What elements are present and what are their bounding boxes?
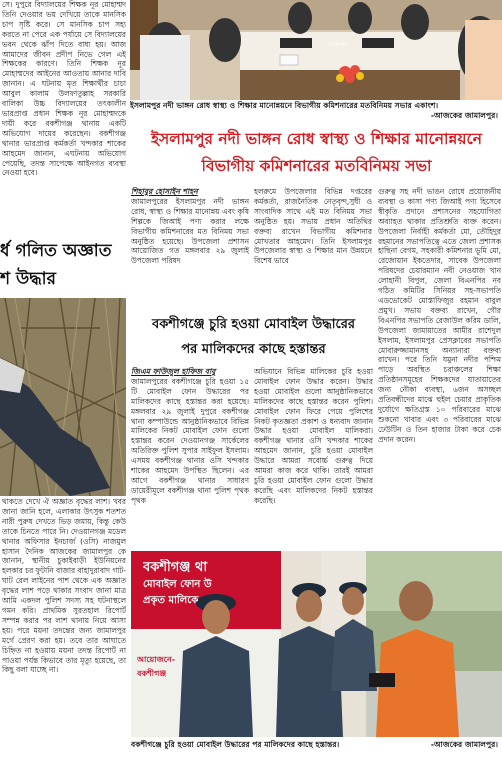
top-photo-placard: জামালপুর (326, 42, 348, 48)
side-photo-scene (0, 298, 126, 496)
top-left-text-column (2, 0, 126, 236)
side-headline-line2: শ উদ্ধার (0, 269, 56, 289)
main-story-col2-text: হলরুমে উপজেলার বিভিন্ন দপ্তরের কর্মকর্তা, রাজনৈতিক নেতৃবৃন্দ,সুধী ও সাংবাদিক সাথে এই মত বিনিময় সভা অনুষ্ঠিত হয়। সভায় প্রধান অতিথির বক্তব্য রাখেন বিভাগীয় কমিশনার মোখতার আহমেদ। তিনি ইসলামপুর উপজেলার স্বাস্থ্য ও শিক্ষার মান উন্নয়নে বিশেষ ভাবে (254, 187, 372, 266)
main-story-col2 (254, 187, 372, 307)
bottom-photo (131, 551, 502, 737)
top-photo (130, 0, 502, 100)
banner-bottom-line1: আয়োজনে- (137, 655, 176, 664)
bottom-photo-caption-bar (131, 739, 502, 759)
second-story-col2 (254, 367, 373, 549)
banner-bottom-line2: বকশীগঞ্জ (137, 669, 167, 678)
second-headline-line2: পর মালিকদের কাছে হস্তান্তর (181, 342, 326, 357)
top-left-text: সে। দুপুরে বিদ্যালয়ের শিক্ষক নূর মোহাম্মদ তিনি দেওয়ার ভয় দেখিয়ে তাকে মানসিক চাপ সৃষ্টি করে। সে মানসিক চাপ সহ্য করতে না পেরে এক পর্যায়ে সে বিদ্যালয়ের ভবন থেকে ঝাঁপ দিতে বাধ্য হয়। আজ আমাদের জীবন প্রদীপ নিভে গেল এই শিক্ষকের কারণে। তিনি শিক্ষক নূর মোহাম্মদের আইনের আওতায় আনার দাবি জানান। এ ঘটনায় মৃত শিক্ষার্থীর চাচা আবুল কালাম উলফাতুল্লাহ সরকারি বালিকা উচ্চ বিদ্যালয়ের তৎকালীন ভারপ্রাপ্ত প্রধান শিক্ষক নূর মোহাম্মদকে দায়ী করে বকশীগঞ্জ থানায় একটি অভিযোগ দায়ের করেছেন। বকশীগঞ্জ থানার ভারপ্রাপ্ত কর্মকর্তা খন্দকার শাকের আহমেদ জানান, এঘটনায় অভিযোগ পেয়েছি, তদন্ত সাপেক্ষে আইনগত ব্যবস্থা নেওয়া হবে। (2, 0, 126, 178)
side-headline-line1: র্ধ গলিত অজ্ঞাত (0, 241, 112, 261)
main-story-col1 (131, 187, 249, 307)
main-story-col3 (378, 187, 501, 549)
side-photo (0, 298, 126, 496)
second-story-col1 (131, 367, 249, 549)
side-story-headline (0, 237, 128, 297)
main-headline-line2: বিভাগীয় কমিশনারের মতবিনিময় সভা (201, 157, 432, 175)
second-headline (131, 312, 376, 364)
main-headline-line1: ইসলামপুর নদী ভাঙ্গন রোধ স্বাস্থ্য ও শিক্ষার মানোন্নয়নে (151, 130, 482, 148)
side-story-text: থাকতে দেখে ঐ অজ্ঞাত বৃদ্ধের লাশ। খবর জানা জানি হলে, এলাকার উৎসুক শতশত নারী পুরুষ দেখতে ভিড় জমায়, কিন্তু কেউ তাকে চিনতে পারে নি। দেওয়ানগঞ্জ মডেল থানার অফিসার ইনচার্জ (ওসি) নাজমুল হাসান দৈনিক আজকের জামালপুর কে জানান, স্থানীয় চুকাইবাড়ী ইউনিয়নের হলকার চর ফুটানি বাজার বাহাদুরাবাদ গাট-ঘাট রেল লাইনের পাশ থেকে এক অজ্ঞাত বৃদ্ধের লাশ পড়ে থাকার সংবাদ জানা মাত্র আমি একদল পুলিশ সদস্য সহ ঘটনাস্থলে গমন করি। প্রাথমিক সুরতহাল রিপোর্ট সম্পন্ন করার পর লাশ থানায় নিয়ে আসা হয়। পরে ময়না তদন্তের জন্য জামালপুর মর্গে প্রেরণ করা হয়। তবে তার আঘাতে চিহ্নিত না হওয়ায় ময়না তদন্ত রিপোর্ট না পাওয়া পর্যন্ত কিভাবে তার মৃত্যু হয়েছে, তা কিছু বলা যাচ্ছে না। (2, 497, 126, 675)
main-story-col1-text: জামালপুরের ইসলামপুর নদী ভাঙ্গন রোধ, স্বাস্থ্য ও শিক্ষার মানোন্নয় এবং কৃষি শিল্পকে জিআই পণ্য করার লক্ষে বিভাগীয় কমিশনারের মত বিনিময় সভা অনুষ্ঠিত হয়েছে। উপজেলা প্রশাসন আয়োজিত গত মঙ্গলবার ২৯ জুলাই উপজেলা পরিষদ (131, 196, 249, 266)
top-photo-credit: -আজকের জামালপুর। (430, 111, 498, 120)
second-story-col2-text: অভিযানে বিভিন্ন মালিকের চুরি হওয়া মোবাইল ফোন উদ্ধার করেন। উদ্ধার হওয়া মোবাইল গুলো আনুষ্ঠানিকভাবে মালিকদের কাছে হস্তান্তর করেন পুলিশ। মোবাইল ফোন ফিরে পেয়ে পুলিশের নিকট কৃতজ্ঞতা প্রকাশ ও ধন্যবাদ জানান উদ্ধার হওয়া মোবাইল মালিকরা। বকশীগঞ্জ থানার ওসি খন্দকার শাকের আহমেদ জানান, চুরি হওয়া মোবাইল উদ্ধারে আমরা সবোর্চ্চ গুরুত্ব দিয়ে আমরা কাজ করে থাকি। তারই আমরা চুরি হওয়া মোবাইল ফোন গুলো উদ্ধার করেছি এবং মালিকদের নিকট হস্তান্তর করেছি। (254, 367, 373, 505)
top-photo-scene (130, 0, 502, 100)
side-story-text-column (2, 497, 126, 759)
main-story-col3-text: গুরুত্ব সহ নদী ভাঙন রোধে প্রয়োজনীয় ব্যবস্থা ও কাসা পণ্য জিআই পণ্য হিসেবে স্বীকৃতি প্রদানে প্রশাসনের সহযোগিতা অব্যাহত থাকার প্রতিশ্রুতি ব্যক্ত করেন। উপজেলা নির্বাহী কর্মকর্তা মো, তৌহিদুর রহমানের সভাপতিত্বে এতে জেলা প্রশাসক হাছিনা বেগম, সহকারী কমিশনার ভূমি মো, রেজোয়ান ইকতেদার, সাবেক উপজেলা পরিষদের চেয়ারম্যান নবী নেওয়াজ খান লোহানী বিপুল, জেলা বিএনপির নব গঠিত কমিটির সিনিয়র সহ-সভাপতি এডভোকেট মোস্তাফিজুর রহমান বাবুল প্রমুখ। সভায় বক্তব্য রাখেন, গৌর বিএনপির সভাপতি রেজাউল করিম ডালি, উপজেলা জামায়াতের আমীর রাশেদুল ইসলাম, ইসলামপুর প্রেসক্লাবের সভাপতি মোবারুজ্জামানসহ অন্যান্যরা বক্তব্য রাখেন। পরে তিনি যমুনা নদীর পশ্চিম পাড়ে অবস্থিত চরাঞ্চলের শিক্ষা প্রতিষ্ঠানসমূহের শিক্ষকদের যাতায়াতের জন্য নৌকা ব্যবস্থা, ৬জন অসচ্ছল প্রতিবন্ধীদের মাঝে হুইল চেয়ার প্রাকৃতিক দুর্যোগে ক্ষতিগ্রস্ত ১০ পরিবারের মাঝে শুকনো খাবার এবং ৩ পরিবারের মাঝে ঢেউটিন ও তিন হাজার টাকা করে চেক প্রদান করেন। (378, 187, 501, 444)
main-headline (131, 126, 502, 184)
banner-line2: মোবাইল ফোন উ (143, 579, 212, 590)
top-photo-caption-bar (130, 101, 502, 123)
second-story-byline: জিএম ফাউজুল হাফিজ বাবু (131, 367, 216, 376)
second-story-col1-text: জামালপুরের বকশীগঞ্জে চুরি হওয়া ১৫ টি মোবাইল ফোন উদ্ধারের পর মালিকদের কাছে হস্তান্তর করা হয়েছে। মঙ্গলবার ২৯ জুলাই দুপুরে বকশীগঞ্জ থানা কম্পাউন্ডে আনুষ্ঠানিকভাবে বিভিন্ন মালিকের নিকট মোবাইল ফোন গুলো হস্তান্তর করেন দেওয়ানগঞ্জ সার্কেলের অতিরিক্ত পুলিশ সুপার সাইফুল ইসলাম। এসময় বকশীগঞ্জ থানার ওসি খন্দকার শাকের আহমেদ উপস্থিত ছিলেন। এর আগে বকশীগঞ্জ থানার সাধারণ ডায়েরীমূলে বকশীগঞ্জ থানা পুলিশ পৃথক পৃথক (131, 376, 249, 505)
banner-line3: প্রকৃত মালিকে (143, 595, 199, 606)
top-photo-caption: ইসলামপুর নদী ভাঙ্গন রোধ স্বাস্থ্য ও শিক্ষার মানোন্নয়নে বিভাগীয় কমিশনারের মতবিনিময় সভার একাংশ। (130, 101, 439, 110)
bottom-photo-caption: বকশীগঞ্জে চুরি হওয়া মোবাইল উদ্ধারের পর মালিকদের কাছে হস্তান্তর। (131, 740, 340, 749)
banner-line1: বকশীগঞ্জ থা (143, 560, 208, 575)
bottom-photo-banner-text (143, 559, 279, 631)
bottom-photo-credit: -আজকের জামালপুর। (430, 740, 498, 749)
second-headline-line1: বকশীগঞ্জে চুরি হওয়া মোবাইল উদ্ধারের (151, 317, 356, 332)
main-story-byline: শিহাবুর হোসাইন শাহন (131, 187, 198, 196)
bottom-photo-banner-bottom (137, 653, 181, 693)
